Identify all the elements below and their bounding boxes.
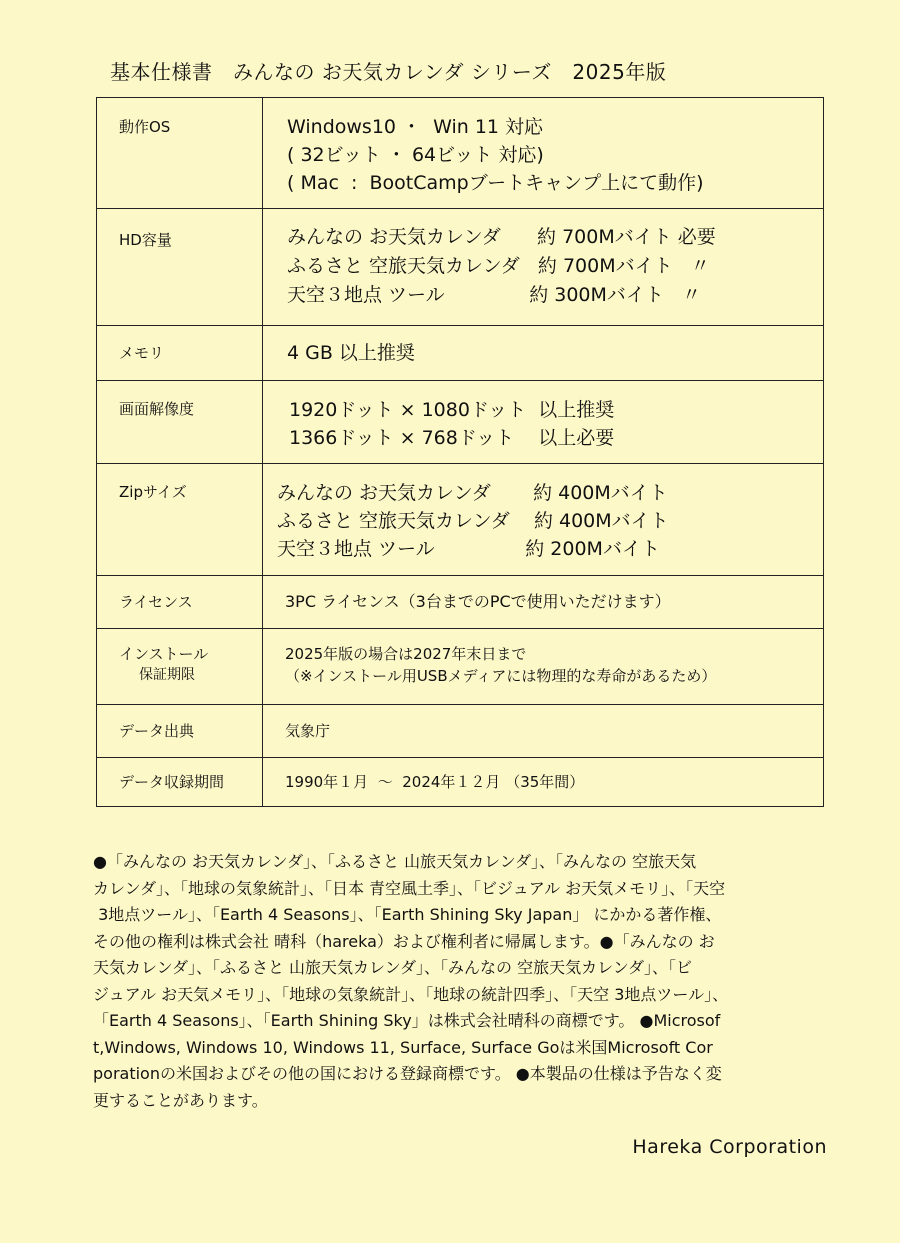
spec-label-zip: Zipサイズ [119, 483, 187, 501]
notice-line: t,Windows, Windows 10, Windows 11, Surface, Surface Goは米国Microsoft Cor [93, 1037, 713, 1057]
spec-value-license: 3PC ライセンス（3台までのPCで使用いただけます） [285, 592, 671, 611]
spec-row-memory [97, 326, 824, 381]
spec-value-zip-line: 天空３地点 ツール 約 200Mバイト [277, 538, 660, 560]
notice-line: 「Earth 4 Seasons」、「Earth Shining Sky」は株式会社晴科の商標です。 ●Microsof [93, 1011, 721, 1030]
notice-line: 更することがあります。 [93, 1090, 268, 1110]
spec-value-resolution-line: 1366ドット × 768ドット 以上必要 [289, 427, 615, 449]
spec-label-install: インストール [119, 645, 209, 663]
spec-value-source: 気象庁 [285, 722, 331, 740]
spec-value-install-line: （※インストール用USBメディアには物理的な寿命があるため） [285, 667, 717, 685]
spec-value-resolution-line: 1920ドット × 1080ドット 以上推奨 [289, 399, 615, 421]
notice-line: 天気カレンダ」、「ふるさと 山旅天気カレンダ」、「みんなの 空旅天気カレンダ」、「ビ [93, 958, 693, 977]
spec-label-os: 動作OS [119, 118, 171, 136]
notice-line: ●「みんなの お天気カレンダ」、「ふるさと 山旅天気カレンダ」、「みんなの 空旅天気 [93, 852, 697, 871]
spec-value-period: 1990年１月 ～ 2024年１２月 （35年間） [285, 773, 585, 791]
spec-value-zip-line: みんなの お天気カレンダ 約 400Mバイト [277, 482, 668, 504]
spec-table [96, 97, 824, 807]
corporation-name: Hareka Corporation [632, 1136, 827, 1158]
trademark-notice [93, 849, 829, 1114]
spec-row-os [97, 98, 824, 209]
spec-value-hd-line: みんなの お天気カレンダ 約 700Mバイト 必要 [287, 226, 716, 248]
notice-line: porationの米国およびその他の国における登録商標です。 ●本製品の仕様は予告なく変 [93, 1064, 722, 1083]
spec-value-os-line: ( Mac : BootCampブートキャンプ上にて動作) [287, 172, 704, 194]
spec-row-resolution [97, 381, 824, 464]
spec-label-source: データ出典 [119, 722, 195, 740]
notice-line: カレンダ」、「地球の気象統計」、「日本 青空風土季」、「ビジュアル お天気メモリ」、「天空 [93, 878, 726, 898]
spec-label-period: データ収録期間 [119, 773, 225, 791]
notice-line: 3地点ツール」、「Earth 4 Seasons」、「Earth Shining Sky Japan」 にかかる著作権、 [93, 905, 722, 924]
spec-row-zip [97, 464, 824, 576]
spec-value-hd-line: ふるさと 空旅天気カレンダ 約 700Mバイト 〃 [287, 255, 710, 277]
spec-row-install [97, 629, 824, 705]
spec-label-memory: メモリ [119, 344, 165, 362]
notice-line: ジュアル お天気メモリ」、「地球の気象統計」、「地球の統計四季」、「天空 3地点ツール」、 [93, 984, 729, 1004]
spec-value-os-line: ( 32ビット ・ 64ビット 対応) [287, 144, 544, 166]
page-title: 基本仕様書 みんなの お天気カレンダ シリーズ 2025年版 [110, 60, 667, 84]
spec-value-hd-line: 天空３地点 ツール 約 300Mバイト 〃 [287, 284, 702, 306]
spec-row-license [97, 576, 824, 629]
spec-label-install-sub: 保証期限 [139, 667, 195, 683]
spec-label-hd: HD容量 [119, 231, 172, 249]
spec-row-period [97, 758, 824, 807]
spec-row-source [97, 705, 824, 758]
notice-line: その他の権利は株式会社 晴科（hareka）および権利者に帰属します。●「みんなの お [93, 931, 715, 951]
spec-value-memory: 4 GB 以上推奨 [287, 342, 415, 364]
spec-label-license: ライセンス [119, 593, 193, 611]
spec-value-zip-line: ふるさと 空旅天気カレンダ 約 400Mバイト [277, 510, 669, 532]
spec-value-install-line: 2025年版の場合は2027年末日まで [285, 645, 527, 663]
spec-value-os-line: Windows10 ・ Win 11 対応 [287, 116, 544, 138]
spec-row-hd [97, 209, 824, 326]
spec-label-resolution: 画面解像度 [119, 400, 195, 418]
